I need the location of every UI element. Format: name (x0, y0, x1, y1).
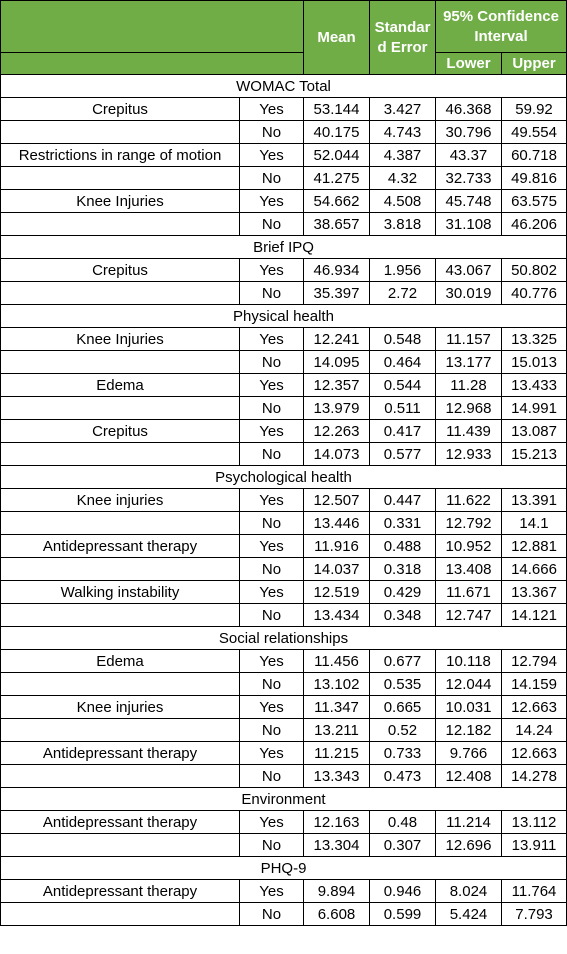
cell-mean: 38.657 (304, 213, 370, 236)
cell-ci-lower: 12.696 (436, 834, 502, 857)
cell-mean: 13.211 (304, 719, 370, 742)
table-row (1, 811, 567, 834)
cell-mean: 12.507 (304, 489, 370, 512)
cell-std-error: 0.473 (370, 765, 436, 788)
cell-std-error: 0.488 (370, 535, 436, 558)
table-row (1, 696, 567, 719)
cell-mean: 13.446 (304, 512, 370, 535)
row-group: No (240, 719, 304, 742)
row-label (1, 121, 240, 144)
row-label: Knee Injuries (1, 190, 240, 213)
cell-ci-lower: 10.952 (436, 535, 502, 558)
row-group: No (240, 558, 304, 581)
cell-ci-lower: 9.766 (436, 742, 502, 765)
table-row (1, 167, 567, 190)
cell-mean: 6.608 (304, 903, 370, 926)
cell-mean: 53.144 (304, 98, 370, 121)
cell-ci-upper: 7.793 (502, 903, 567, 926)
row-group: Yes (240, 811, 304, 834)
header-blank (1, 1, 304, 53)
cell-std-error: 0.48 (370, 811, 436, 834)
cell-std-error: 4.387 (370, 144, 436, 167)
cell-ci-lower: 46.368 (436, 98, 502, 121)
cell-ci-lower: 45.748 (436, 190, 502, 213)
table-row (1, 719, 567, 742)
row-group: No (240, 282, 304, 305)
row-group: No (240, 167, 304, 190)
row-label: Crepitus (1, 98, 240, 121)
cell-ci-lower: 12.408 (436, 765, 502, 788)
table-row (1, 213, 567, 236)
header-std-error: Standard Error (370, 1, 436, 75)
table-row (1, 604, 567, 627)
table-row (1, 328, 567, 351)
cell-ci-lower: 5.424 (436, 903, 502, 926)
cell-mean: 12.357 (304, 374, 370, 397)
cell-mean: 14.037 (304, 558, 370, 581)
cell-mean: 12.519 (304, 581, 370, 604)
cell-ci-upper: 14.1 (502, 512, 567, 535)
cell-mean: 11.456 (304, 650, 370, 673)
row-label: Antidepressant therapy (1, 880, 240, 903)
row-group: No (240, 397, 304, 420)
cell-ci-lower: 10.118 (436, 650, 502, 673)
row-group: Yes (240, 696, 304, 719)
cell-ci-lower: 31.108 (436, 213, 502, 236)
row-group: No (240, 673, 304, 696)
section-title: Environment (1, 788, 567, 811)
header-ci: 95% Confidence Interval (436, 1, 567, 53)
cell-ci-upper: 13.325 (502, 328, 567, 351)
cell-ci-lower: 13.177 (436, 351, 502, 374)
cell-ci-upper: 60.718 (502, 144, 567, 167)
section-title: Physical health (1, 305, 567, 328)
cell-ci-lower: 11.28 (436, 374, 502, 397)
row-label (1, 765, 240, 788)
row-group: No (240, 765, 304, 788)
cell-ci-lower: 30.796 (436, 121, 502, 144)
table-row (1, 650, 567, 673)
cell-ci-lower: 12.747 (436, 604, 502, 627)
cell-mean: 13.304 (304, 834, 370, 857)
cell-std-error: 0.464 (370, 351, 436, 374)
section-header-row (1, 466, 567, 489)
row-label (1, 213, 240, 236)
cell-mean: 40.175 (304, 121, 370, 144)
cell-std-error: 0.511 (370, 397, 436, 420)
cell-std-error: 0.599 (370, 903, 436, 926)
cell-std-error: 0.946 (370, 880, 436, 903)
row-group: Yes (240, 144, 304, 167)
cell-mean: 13.434 (304, 604, 370, 627)
cell-std-error: 0.417 (370, 420, 436, 443)
table-row (1, 765, 567, 788)
table-row (1, 121, 567, 144)
cell-std-error: 0.677 (370, 650, 436, 673)
row-label (1, 834, 240, 857)
row-label (1, 558, 240, 581)
row-label: Knee Injuries (1, 328, 240, 351)
table-row (1, 98, 567, 121)
cell-mean: 13.343 (304, 765, 370, 788)
table-row (1, 282, 567, 305)
cell-mean: 46.934 (304, 259, 370, 282)
cell-ci-lower: 13.408 (436, 558, 502, 581)
cell-ci-lower: 11.157 (436, 328, 502, 351)
cell-std-error: 2.72 (370, 282, 436, 305)
cell-ci-upper: 15.013 (502, 351, 567, 374)
cell-std-error: 0.548 (370, 328, 436, 351)
cell-ci-upper: 12.794 (502, 650, 567, 673)
cell-ci-lower: 11.671 (436, 581, 502, 604)
section-header-row (1, 75, 567, 98)
cell-ci-upper: 13.112 (502, 811, 567, 834)
row-label (1, 351, 240, 374)
cell-mean: 11.916 (304, 535, 370, 558)
row-label: Knee injuries (1, 489, 240, 512)
cell-std-error: 0.447 (370, 489, 436, 512)
table-row (1, 535, 567, 558)
row-group: No (240, 834, 304, 857)
cell-mean: 14.095 (304, 351, 370, 374)
header-blank-2 (1, 53, 304, 75)
row-group: No (240, 512, 304, 535)
cell-ci-lower: 11.622 (436, 489, 502, 512)
table-row (1, 259, 567, 282)
cell-ci-lower: 12.044 (436, 673, 502, 696)
cell-mean: 14.073 (304, 443, 370, 466)
section-header-row (1, 305, 567, 328)
cell-mean: 41.275 (304, 167, 370, 190)
cell-ci-upper: 13.087 (502, 420, 567, 443)
cell-ci-upper: 46.206 (502, 213, 567, 236)
row-group: Yes (240, 98, 304, 121)
row-group: Yes (240, 535, 304, 558)
section-header-row (1, 857, 567, 880)
row-label: Walking instability (1, 581, 240, 604)
table-row (1, 190, 567, 213)
row-label: Antidepressant therapy (1, 535, 240, 558)
cell-ci-lower: 32.733 (436, 167, 502, 190)
table-row (1, 834, 567, 857)
cell-mean: 9.894 (304, 880, 370, 903)
cell-ci-upper: 15.213 (502, 443, 567, 466)
row-group: No (240, 121, 304, 144)
row-label (1, 512, 240, 535)
row-label (1, 719, 240, 742)
row-label (1, 282, 240, 305)
cell-std-error: 0.331 (370, 512, 436, 535)
row-label: Restrictions in range of motion (1, 144, 240, 167)
section-title: Social relationships (1, 627, 567, 650)
cell-mean: 13.102 (304, 673, 370, 696)
cell-ci-lower: 12.933 (436, 443, 502, 466)
table-row (1, 558, 567, 581)
cell-ci-upper: 14.991 (502, 397, 567, 420)
row-group: Yes (240, 742, 304, 765)
cell-ci-lower: 12.792 (436, 512, 502, 535)
section-title: Psychological health (1, 466, 567, 489)
cell-mean: 13.979 (304, 397, 370, 420)
table-row (1, 742, 567, 765)
cell-ci-upper: 63.575 (502, 190, 567, 213)
cell-ci-lower: 11.214 (436, 811, 502, 834)
cell-std-error: 0.318 (370, 558, 436, 581)
row-label: Edema (1, 374, 240, 397)
section-header-row (1, 627, 567, 650)
section-title: PHQ-9 (1, 857, 567, 880)
cell-ci-upper: 14.24 (502, 719, 567, 742)
cell-ci-lower: 10.031 (436, 696, 502, 719)
cell-std-error: 4.743 (370, 121, 436, 144)
section-header-row (1, 788, 567, 811)
cell-mean: 54.662 (304, 190, 370, 213)
row-group: Yes (240, 489, 304, 512)
cell-ci-lower: 11.439 (436, 420, 502, 443)
cell-std-error: 4.32 (370, 167, 436, 190)
row-label (1, 397, 240, 420)
table-row (1, 443, 567, 466)
header-mean: Mean (304, 1, 370, 75)
row-label: Edema (1, 650, 240, 673)
table-row (1, 144, 567, 167)
cell-std-error: 0.307 (370, 834, 436, 857)
table-row (1, 673, 567, 696)
cell-ci-upper: 14.666 (502, 558, 567, 581)
row-label (1, 903, 240, 926)
cell-ci-upper: 49.554 (502, 121, 567, 144)
cell-ci-lower: 43.067 (436, 259, 502, 282)
cell-ci-upper: 13.391 (502, 489, 567, 512)
row-group: No (240, 443, 304, 466)
cell-ci-upper: 12.663 (502, 696, 567, 719)
row-label (1, 604, 240, 627)
cell-std-error: 0.348 (370, 604, 436, 627)
table-row (1, 420, 567, 443)
cell-mean: 12.263 (304, 420, 370, 443)
cell-ci-lower: 8.024 (436, 880, 502, 903)
cell-std-error: 0.544 (370, 374, 436, 397)
table-row (1, 903, 567, 926)
table-row (1, 512, 567, 535)
row-group: Yes (240, 259, 304, 282)
row-group: Yes (240, 420, 304, 443)
cell-ci-upper: 14.278 (502, 765, 567, 788)
cell-ci-upper: 12.663 (502, 742, 567, 765)
row-group: Yes (240, 190, 304, 213)
cell-ci-upper: 49.816 (502, 167, 567, 190)
cell-mean: 12.241 (304, 328, 370, 351)
table-row (1, 374, 567, 397)
cell-mean: 12.163 (304, 811, 370, 834)
row-label: Crepitus (1, 259, 240, 282)
row-label: Knee injuries (1, 696, 240, 719)
row-group: No (240, 604, 304, 627)
row-label: Antidepressant therapy (1, 811, 240, 834)
section-title: Brief IPQ (1, 236, 567, 259)
table-header (1, 1, 567, 75)
cell-ci-upper: 13.911 (502, 834, 567, 857)
row-group: Yes (240, 880, 304, 903)
section-title: WOMAC Total (1, 75, 567, 98)
row-label (1, 673, 240, 696)
cell-ci-upper: 14.159 (502, 673, 567, 696)
section-header-row (1, 236, 567, 259)
row-label: Crepitus (1, 420, 240, 443)
cell-std-error: 0.52 (370, 719, 436, 742)
row-label (1, 443, 240, 466)
cell-ci-upper: 40.776 (502, 282, 567, 305)
cell-ci-upper: 13.433 (502, 374, 567, 397)
cell-std-error: 0.665 (370, 696, 436, 719)
table-row (1, 351, 567, 374)
cell-ci-upper: 13.367 (502, 581, 567, 604)
table-row (1, 880, 567, 903)
cell-std-error: 4.508 (370, 190, 436, 213)
row-group: No (240, 903, 304, 926)
row-group: No (240, 213, 304, 236)
header-upper: Upper (502, 53, 567, 75)
cell-ci-lower: 43.37 (436, 144, 502, 167)
header-lower: Lower (436, 53, 502, 75)
row-label (1, 167, 240, 190)
cell-ci-upper: 12.881 (502, 535, 567, 558)
cell-std-error: 3.818 (370, 213, 436, 236)
table-body (1, 75, 567, 926)
row-group: No (240, 351, 304, 374)
cell-std-error: 0.733 (370, 742, 436, 765)
row-group: Yes (240, 328, 304, 351)
cell-std-error: 1.956 (370, 259, 436, 282)
cell-ci-upper: 14.121 (502, 604, 567, 627)
cell-ci-lower: 12.968 (436, 397, 502, 420)
cell-std-error: 3.427 (370, 98, 436, 121)
table-row (1, 581, 567, 604)
table-row (1, 489, 567, 512)
cell-std-error: 0.535 (370, 673, 436, 696)
table-row (1, 397, 567, 420)
cell-ci-upper: 59.92 (502, 98, 567, 121)
row-group: Yes (240, 581, 304, 604)
cell-std-error: 0.577 (370, 443, 436, 466)
cell-std-error: 0.429 (370, 581, 436, 604)
row-group: Yes (240, 650, 304, 673)
cell-ci-upper: 50.802 (502, 259, 567, 282)
row-label: Antidepressant therapy (1, 742, 240, 765)
cell-ci-upper: 11.764 (502, 880, 567, 903)
cell-ci-lower: 30.019 (436, 282, 502, 305)
cell-mean: 52.044 (304, 144, 370, 167)
cell-mean: 35.397 (304, 282, 370, 305)
cell-mean: 11.215 (304, 742, 370, 765)
cell-ci-lower: 12.182 (436, 719, 502, 742)
cell-mean: 11.347 (304, 696, 370, 719)
row-group: Yes (240, 374, 304, 397)
